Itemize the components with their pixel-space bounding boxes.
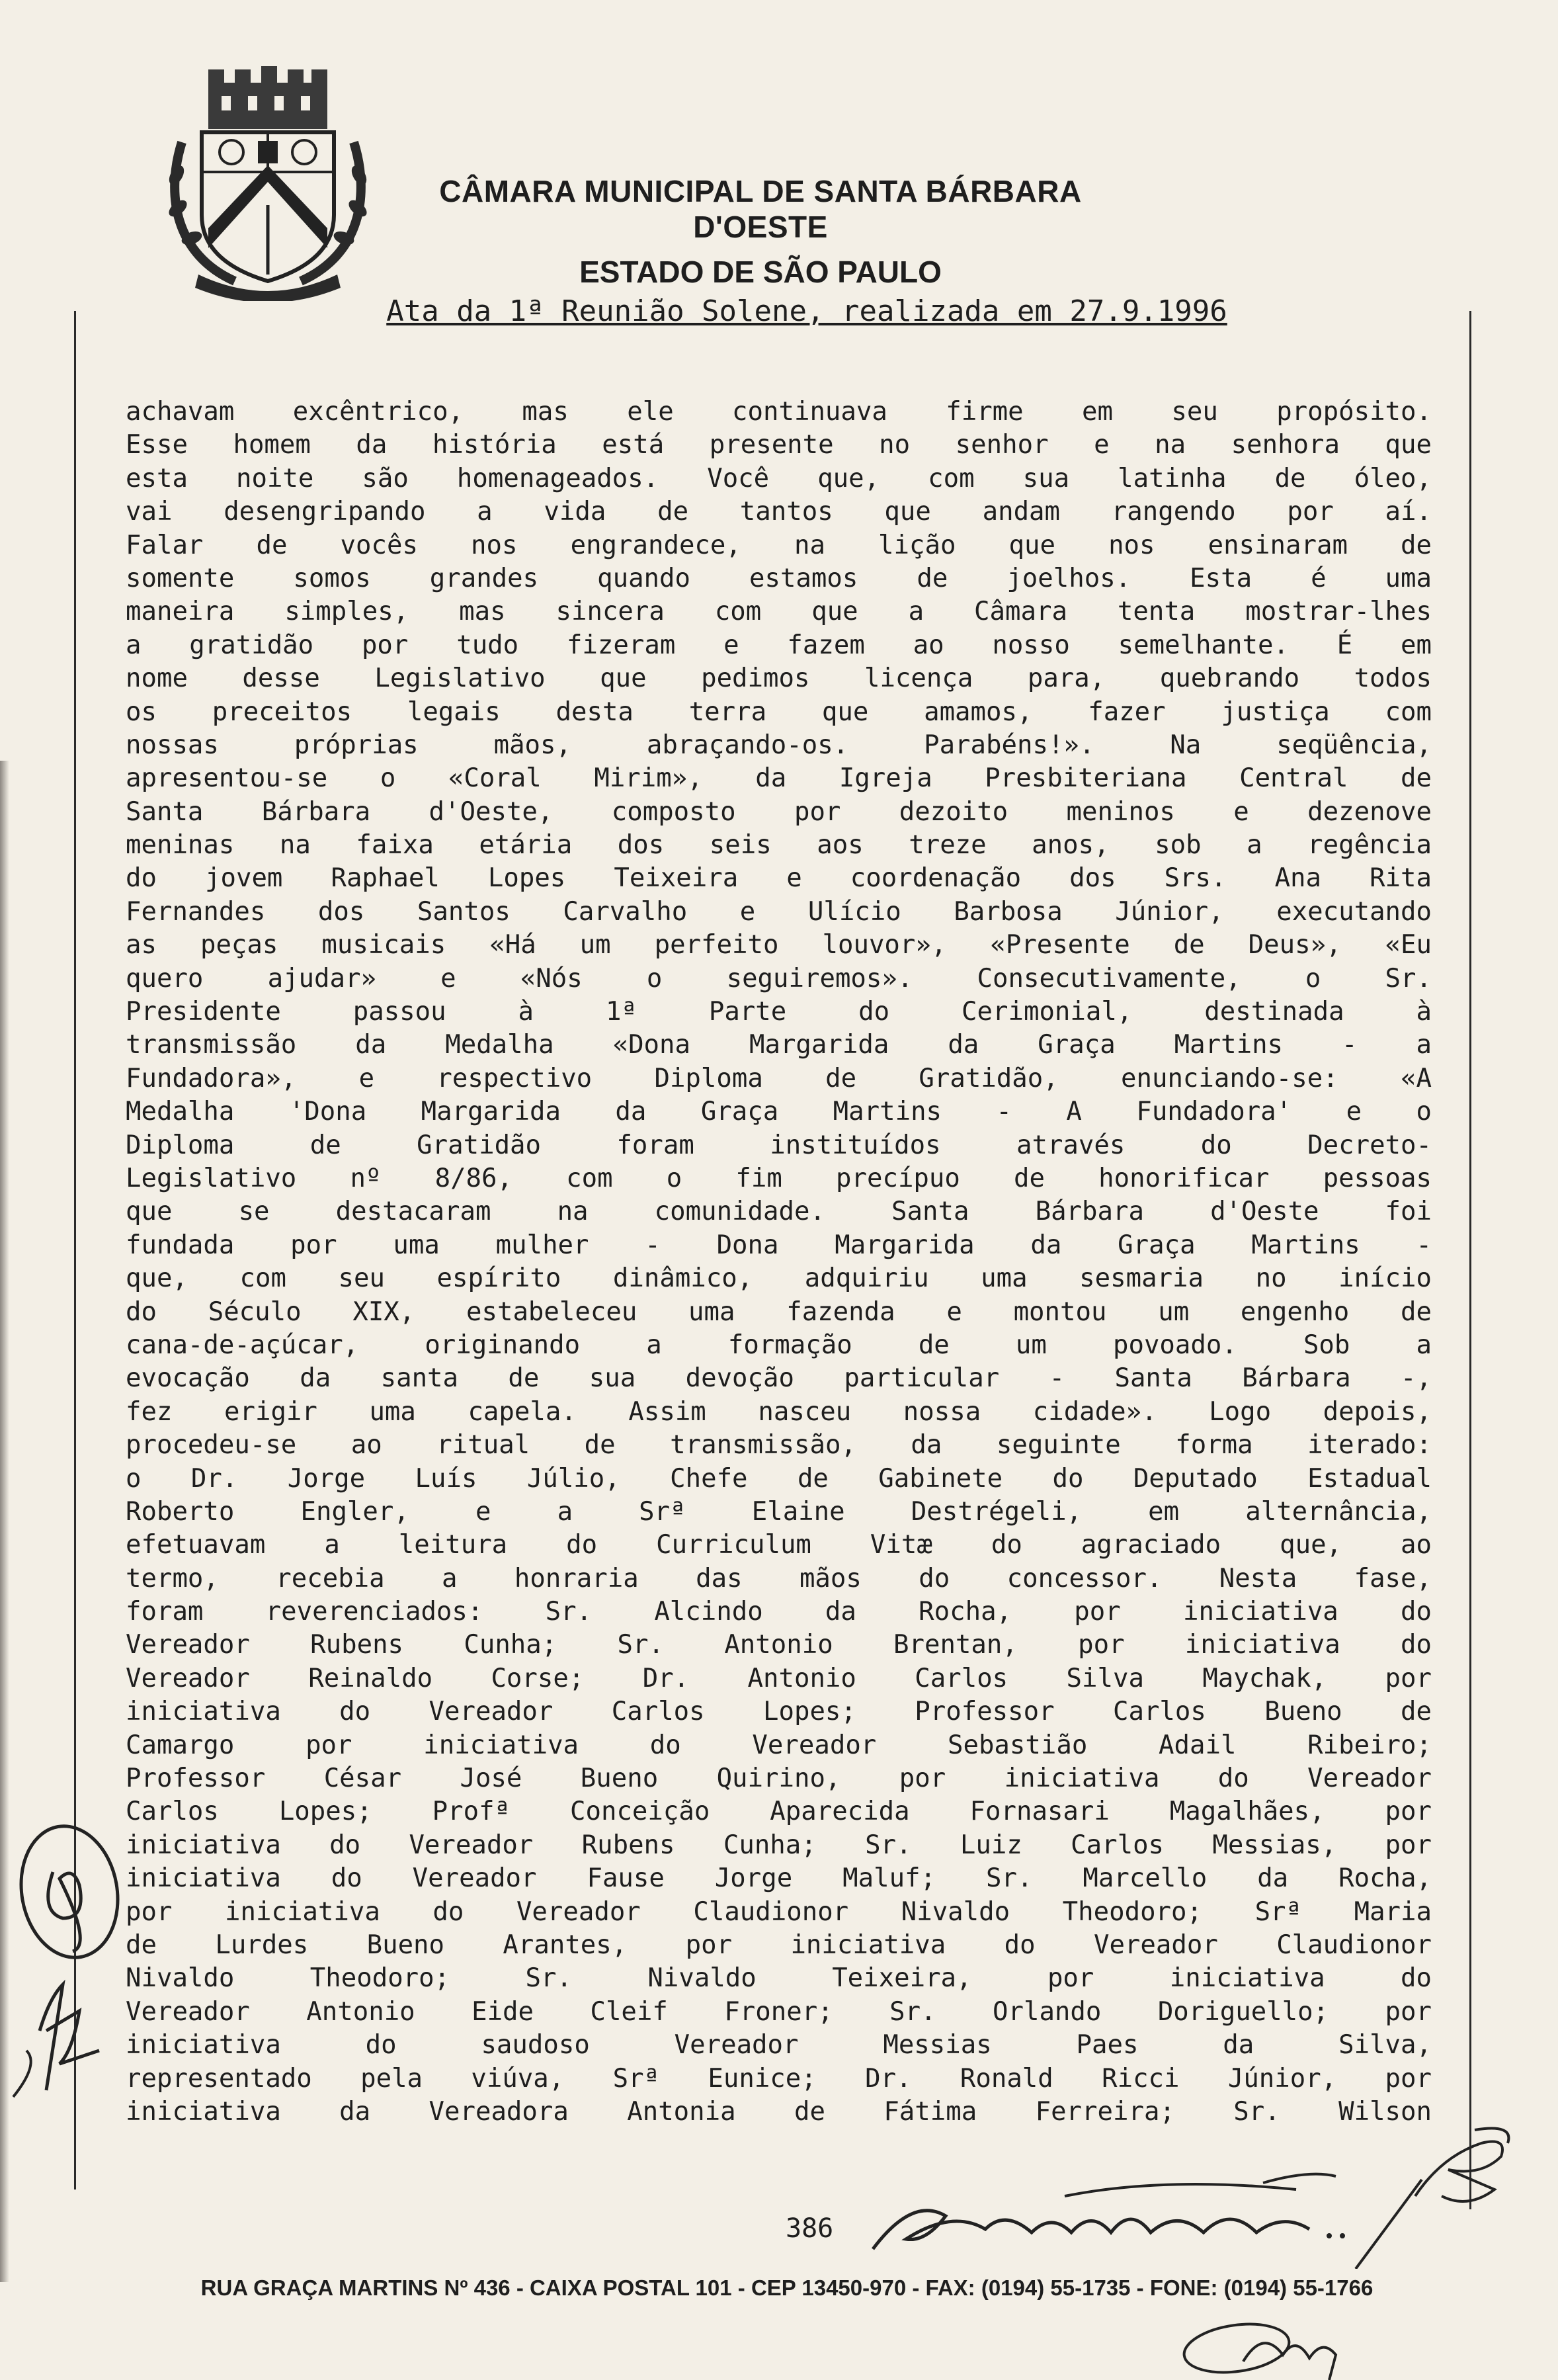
text-line: a gratidão por tudo fizeram e fazem ao nosso semelhante. É em [126, 630, 1432, 660]
initials-icon [1177, 2309, 1375, 2380]
right-margin-rule [1469, 311, 1471, 2209]
text-line: nossas próprias mãos, abraçando-os. Parabéns!». Na seqüência, [126, 730, 1432, 760]
text-line: por iniciativa do Vereador Claudionor Nivaldo Theodoro; Srª Maria [126, 1896, 1432, 1927]
text-line: evocação da santa de sua devoção particular - Santa Bárbara -, [126, 1363, 1432, 1394]
coat-of-arms-icon [162, 63, 374, 301]
text-line: Legislativo nº 8/86, com o fim precípuo de honorificar pessoas [126, 1163, 1432, 1193]
text-line: transmissão da Medalha «Dona Margarida da Graça Martins - a [126, 1030, 1432, 1060]
text-line: o Dr. Jorge Luís Júlio, Chefe de Gabinete do Deputado Estadual [126, 1463, 1432, 1494]
text-line: fez erigir uma capela. Assim nasceu nossa cidade». Logo depois, [126, 1396, 1432, 1427]
text-line: que se destacaram na comunidade. Santa Bárbara d'Oeste foi [126, 1197, 1432, 1227]
text-line: termo, recebia a honraria das mãos do concessor. Nesta fase, [126, 1563, 1432, 1594]
text-line: do Século XIX, estabeleceu uma fazenda e montou um engenho de [126, 1296, 1432, 1327]
initials-icon [0, 1812, 126, 2123]
text-line: cana-de-açúcar, originando a formação de um povoado. Sob a [126, 1330, 1432, 1360]
text-line: os preceitos legais desta terra que amamos, fazer justiça com [126, 697, 1432, 727]
text-line: achavam excêntrico, mas ele continuava firme em seu propósito. [126, 397, 1432, 427]
text-line: Vereador Antonio Eide Cleif Froner; Sr. Orlando Doriguello; por [126, 1996, 1432, 2027]
state-name: ESTADO DE SÃO PAULO [579, 255, 942, 289]
text-line: Fernandes dos Santos Carvalho e Ulício Barbosa Júnior, executando [126, 896, 1432, 927]
text-line: Diploma de Gratidão foram instituídos através do Decreto- [126, 1130, 1432, 1160]
text-line: Presidente passou à 1ª Parte do Cerimonial, destinada à [126, 997, 1432, 1027]
text-line: Nivaldo Theodoro; Sr. Nivaldo Teixeira, por iniciativa do [126, 1963, 1432, 1994]
text-line: fundada por uma mulher - Dona Margarida da Graça Martins - [126, 1230, 1432, 1260]
text-line: somente somos grandes quando estamos de joelhos. Esta é uma [126, 563, 1432, 593]
text-line: apresentou-se o «Coral Mirim», da Igreja Presbiteriana Central de [126, 763, 1432, 794]
text-line: iniciativa do Vereador Fause Jorge Maluf; Sr. Marcello da Rocha, [126, 1863, 1432, 1894]
minutes-title: Ata da 1ª Reunião Solene, realizada em 27.9.1996 [386, 294, 1227, 328]
text-line: Medalha 'Dona Margarida da Graça Martins - A Fundadora' e o [126, 1097, 1432, 1127]
text-line: iniciativa do saudoso Vereador Messias Paes da Silva, [126, 2030, 1432, 2061]
text-line: representado pela viúva, Srª Eunice; Dr. Ronald Ricci Júnior, por [126, 2063, 1432, 2094]
institution-name: CÂMARA MUNICIPAL DE SANTA BÁRBARA D'OESTE [439, 174, 1082, 244]
text-line: efetuavam a leitura do Curriculum Vitæ do agraciado que, ao [126, 1530, 1432, 1560]
text-line: iniciativa do Vereador Rubens Cunha; Sr. Luiz Carlos Messias, por [126, 1830, 1432, 1860]
text-line: Vereador Reinaldo Corse; Dr. Antonio Carlos Silva Maychak, por [126, 1663, 1432, 1693]
text-line: as peças musicais «Há um perfeito louvor», «Presente de Deus», «Eu [126, 930, 1432, 960]
text-line: Roberto Engler, e a Srª Elaine Destrégeli, em alternância, [126, 1496, 1432, 1527]
text-line: que, com seu espírito dinâmico, adquiriu uma sesmaria no início [126, 1263, 1432, 1294]
text-line: foram reverenciados: Sr. Alcindo da Rocha, por iniciativa do [126, 1597, 1432, 1627]
text-line: iniciativa da Vereadora Antonia de Fátima Ferreira; Sr. Wilson [126, 2096, 1432, 2127]
text-line: esta noite são homenageados. Você que, com sua latinha de óleo, [126, 463, 1432, 493]
address-footer: RUA GRAÇA MARTINS Nº 436 - CAIXA POSTAL 101 - CEP 13450-970 - FAX: (0194) 55-1735 - FONE: (0194) 55-1766 [200, 2275, 1374, 2300]
page-number: 386 [786, 2213, 834, 2244]
text-line: Esse homem da história está presente no senhor e na senhora que [126, 430, 1432, 460]
letterhead [397, 173, 1124, 290]
text-line: do jovem Raphael Lopes Teixeira e coordenação dos Srs. Ana Rita [126, 863, 1432, 894]
text-line: quero ajudar» e «Nós o seguiremos». Consecutivamente, o Sr. [126, 963, 1432, 994]
text-line: Falar de vocês nos engrandece, na lição que nos ensinaram de [126, 530, 1432, 560]
signature-icon [833, 2170, 1428, 2269]
text-line: Santa Bárbara d'Oeste, composto por dezoito meninos e dezenove [126, 796, 1432, 827]
text-line: procedeu-se ao ritual de transmissão, da seguinte forma iterado: [126, 1430, 1432, 1461]
text-line: Fundadora», e respectivo Diploma de Gratidão, enunciando-se: «A [126, 1063, 1432, 1093]
text-line: maneira simples, mas sincera com que a Câmara tenta mostrar-lhes [126, 597, 1432, 627]
text-line: Professor César José Bueno Quirino, por iniciativa do Vereador [126, 1764, 1432, 1794]
text-line: meninas na faixa etária dos seis aos treze anos, sob a regência [126, 830, 1432, 861]
minutes-body [126, 396, 1432, 2129]
text-line: Camargo por iniciativa do Vereador Sebastião Adail Ribeiro; [126, 1730, 1432, 1760]
text-line: nome desse Legislativo que pedimos licença para, quebrando todos [126, 663, 1432, 694]
text-line: vai desengripando a vida de tantos que andam rangendo por aí. [126, 497, 1432, 527]
text-line: Vereador Rubens Cunha; Sr. Antonio Brentan, por iniciativa do [126, 1630, 1432, 1660]
text-line: de Lurdes Bueno Arantes, por iniciativa do Vereador Claudionor [126, 1930, 1432, 1960]
text-line: Carlos Lopes; Profª Conceição Aparecida Fornasari Magalhães, por [126, 1797, 1432, 1827]
text-line: iniciativa do Vereador Carlos Lopes; Professor Carlos Bueno de [126, 1697, 1432, 1727]
